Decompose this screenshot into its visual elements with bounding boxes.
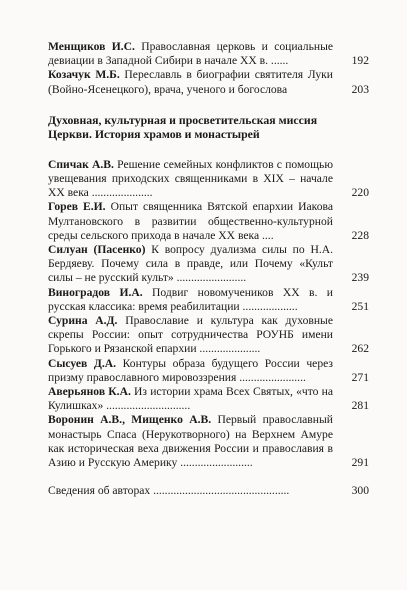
toc-entry xyxy=(48,68,369,96)
toc-entry xyxy=(48,484,369,498)
entry-author: Аверьянов К.А. xyxy=(48,385,131,399)
entry-author: Менщиков И.С. xyxy=(48,40,135,53)
toc-entry xyxy=(48,385,369,413)
entry-title: Переславль в биографии святителя Луки (Войно-Ясенецкого), врача, ученого и богослова xyxy=(48,68,333,96)
entry-author: Горев Е.И. xyxy=(48,200,106,214)
toc-entry xyxy=(48,285,369,314)
toc-entry xyxy=(48,314,369,357)
entry-author: Козачук М.Б. xyxy=(48,68,120,82)
table-of-contents xyxy=(48,40,369,498)
entry-author: Силуан (Пасенко) xyxy=(48,243,146,257)
entry-author: Виноградов И.А. xyxy=(48,285,143,299)
entry-page-number: 251 xyxy=(351,299,369,313)
entry-title: Первый православный монастырь Спаса (Нерукотворного) на Верхнем Амуре как историческая веха движения России и православия в Азию и Русскую Америку ......................... xyxy=(48,413,333,470)
entry-page-number: 239 xyxy=(351,271,369,285)
toc-entry xyxy=(48,413,369,470)
entry-page-number: 220 xyxy=(351,186,369,200)
entry-title: Из истории храма Всех Святых, «что на Кулишках» ............................. xyxy=(48,385,333,413)
entry-page-number: 271 xyxy=(351,370,369,384)
entry-author: Сурина А.Д. xyxy=(48,314,118,328)
entry-page-number: 203 xyxy=(351,82,369,96)
entry-title: Подвиг новомучеников XX в. и русская классика: время реабилитации ................... xyxy=(48,285,333,313)
entry-title: Православие и культура как духовные скрепы России: опыт сотрудничества РОУНБ имени Горького и Рязанской епархии ..................... xyxy=(48,314,333,356)
toc-entry xyxy=(48,157,369,201)
entry-title: Православная церковь и социальные девиации в Западной Сибири в начале XX в. ...... xyxy=(48,40,334,68)
entry-title: Опыт священника Вятской епархии Иакова Мултановского в развитии общественно-культурной среды сельского прихода в начале XX века .... xyxy=(48,200,333,242)
entry-page-number: 291 xyxy=(351,456,369,470)
entry-page-number: 228 xyxy=(351,228,369,242)
entry-page-number: 281 xyxy=(351,399,369,413)
entry-page-number: 192 xyxy=(351,54,369,68)
entry-page-number: 300 xyxy=(351,484,369,498)
entry-page-number: 262 xyxy=(351,342,369,356)
entry-title: Решение семейных конфликтов с помощью увещевания приходских священниками в XIX – начале XX века ..................... xyxy=(48,157,333,200)
toc-entry xyxy=(48,243,369,286)
entry-author: Воронин А.В., Мищенко А.В. xyxy=(48,413,212,427)
spacer xyxy=(48,470,363,484)
section-heading: Духовная, культурная и просветительская миссия Церкви. История храмов и монастырей xyxy=(48,112,318,142)
toc-entry xyxy=(48,40,369,68)
entry-title: К вопросу дуализма силы по Н.А. Бердяеву. Почему сила в правде, или Почему «Культ силы – не русский культ» ........................ xyxy=(48,243,333,285)
entry-title: Контуры образа будущего России через призму православного мировоззрения ....................... xyxy=(48,356,333,384)
toc-entry xyxy=(48,200,369,243)
entry-author: Спичак А.В. xyxy=(48,157,114,171)
entry-author: Сысуев Д.А. xyxy=(48,356,117,370)
entry-title: Сведения об авторах ............................................... xyxy=(48,484,290,498)
toc-entry xyxy=(48,356,369,385)
